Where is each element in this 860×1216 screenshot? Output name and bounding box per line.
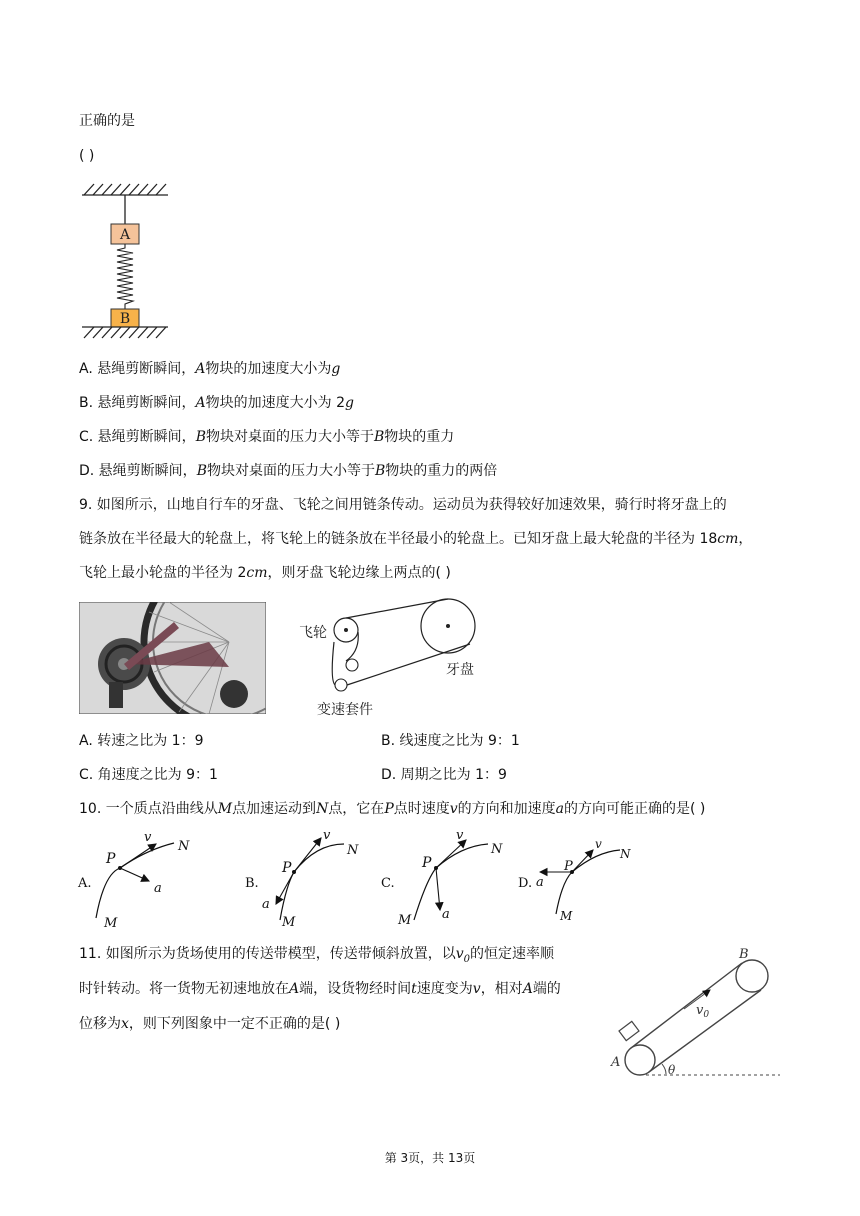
- angle-arc: [662, 1064, 666, 1074]
- ceiling-hatch: [82, 184, 168, 195]
- belt-top: [631, 963, 742, 1048]
- svg-text:v: v: [456, 828, 464, 843]
- q10-option-d-diagram: [518, 837, 631, 923]
- floor-hatch: [82, 327, 168, 338]
- svg-text:M: M: [398, 913, 412, 928]
- q10-option-c-diagram: [381, 828, 503, 928]
- q10-stem: 10. 一个质点沿曲线从M点加速运动到N点，它在P点时速度v的方向和加速度a的方向可能正确的是( ): [79, 801, 706, 817]
- label-v0: $v_0$: [696, 1003, 710, 1020]
- q8-option-a: A. 悬绳剪断瞬间，A物块的加速度大小为g: [79, 361, 341, 377]
- svg-text:P: P: [106, 851, 116, 867]
- label-derailleur: 变速套件: [317, 702, 373, 718]
- svg-text:a: a: [442, 907, 450, 922]
- q9-stem-line3: 飞轮上最小轮盘的半径为 2cm，则牙盘飞轮边缘上两点的( ): [79, 565, 451, 581]
- q10-label-a: A.: [78, 876, 92, 891]
- q9-option-c: C. 角速度之比为 9：1: [79, 767, 218, 783]
- svg-text:P: P: [564, 859, 573, 874]
- q11-stem-line3: 位移为x，则下列图象中一定不正确的是( ): [79, 1016, 341, 1032]
- q9-option-d: D. 周期之比为 1：9: [381, 767, 507, 783]
- svg-text:N: N: [491, 842, 503, 857]
- svg-text:P: P: [422, 855, 432, 871]
- svg-text:M: M: [282, 915, 296, 930]
- derailleur-pulley-upper: [346, 659, 358, 671]
- q10-option-a-diagram: [77, 830, 190, 930]
- q9-stem-line2: 链条放在半径最大的轮盘上，将飞轮上的链条放在半径最小的轮盘上。已知牙盘上最大轮盘的半径为 18cm，: [79, 531, 753, 547]
- q10-option-b-diagram: [245, 828, 359, 930]
- q8-option-c: C. 悬绳剪断瞬间，B物块对桌面的压力大小等于B物块的重力: [79, 429, 455, 445]
- svg-text:N: N: [347, 843, 359, 858]
- q9-stem-line1: 9. 如图所示，山地自行车的牙盘、飞轮之间用链条传动。运动员为获得较好加速效果，骑行时将牙盘上的: [79, 497, 727, 513]
- svg-text:v: v: [595, 837, 602, 851]
- label-a: A: [611, 1055, 621, 1070]
- svg-text:a: a: [262, 897, 270, 912]
- label-flywheel: 飞轮: [299, 625, 327, 641]
- page-footer: 第 3页，共 13页: [384, 1151, 476, 1165]
- conveyor-belt-figure: [604, 945, 784, 1080]
- label-b: B: [739, 947, 749, 962]
- svg-text:N: N: [178, 839, 190, 854]
- q9-option-b: B. 线速度之比为 9：1: [381, 733, 520, 749]
- q10-label-d: D.: [518, 876, 533, 891]
- svg-text:v: v: [323, 828, 331, 843]
- q9-option-a: A. 转速之比为 1：9: [79, 733, 204, 749]
- bicycle-photo: [79, 602, 266, 714]
- spring-blocks-figure: [76, 180, 176, 340]
- svg-text:N: N: [620, 847, 631, 861]
- q10-curves-figure: [76, 826, 646, 930]
- svg-text:M: M: [560, 909, 573, 923]
- q8-option-d: D. 悬绳剪断瞬间，B物块对桌面的压力大小等于B物块的重力的两倍: [79, 463, 498, 479]
- spring: [117, 244, 133, 309]
- q11-stem-line2: 时针转动。将一货物无初速地放在A端，设货物经时间t速度变为v，相对A端的: [79, 981, 561, 997]
- derailleur-pulley-lower: [335, 679, 347, 691]
- svg-text:M: M: [104, 916, 118, 930]
- svg-text:a: a: [154, 881, 162, 896]
- svg-text:v: v: [144, 830, 152, 845]
- block-b-label: B: [119, 311, 131, 327]
- svg-text:P: P: [282, 860, 292, 876]
- q11-stem-line1: 11. 如图所示为货场使用的传送带模型，传送带倾斜放置，以$v_0$的恒定速率顺: [79, 946, 555, 965]
- block-a-label: A: [119, 227, 131, 243]
- cargo-box: [619, 1021, 639, 1040]
- belt-bottom: [649, 990, 761, 1072]
- q10-label-b: B.: [245, 876, 259, 891]
- drivetrain-diagram: [290, 596, 490, 720]
- label-theta: θ: [668, 1063, 676, 1077]
- q8-answer-paren: ( ): [79, 148, 95, 164]
- svg-text:a: a: [536, 875, 544, 890]
- q10-label-c: C.: [381, 876, 395, 891]
- label-chainring: 牙盘: [446, 662, 474, 678]
- q8-stem-tail: 正确的是: [79, 113, 135, 129]
- q8-option-b: B. 悬绳剪断瞬间，A物块的加速度大小为 2g: [79, 395, 354, 411]
